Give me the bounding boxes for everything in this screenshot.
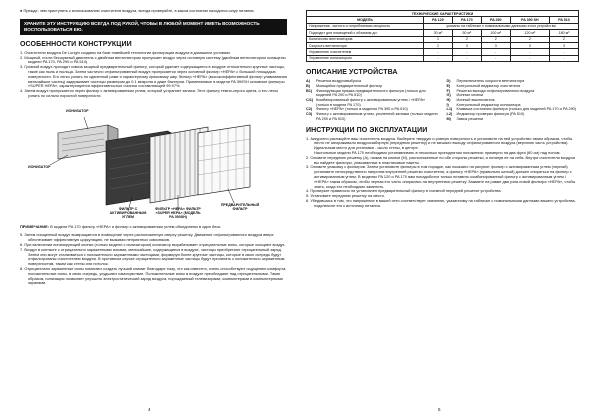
- table-cell: Управление очистителем: [307, 49, 424, 55]
- parts-column-left: [306, 79, 439, 121]
- list-item: 5. Установите переднюю решетку на место.: [306, 193, 385, 199]
- part-label: Фильтр с активированным углем, усиленной затяжки (только модели PA 290 и PA 510): [316, 112, 438, 121]
- list-item: [306, 98, 439, 107]
- table-cell: -: [510, 55, 549, 61]
- table-row: [307, 55, 579, 61]
- part-key: A): [306, 79, 311, 84]
- table-cell: 3: [550, 43, 579, 49]
- ionizer-label-left: ИОНИЗАТОР: [28, 164, 51, 169]
- note-label: ПРИМЕЧАНИЕ:: [20, 223, 50, 229]
- table-cell: 3: [481, 43, 510, 49]
- table-header-cell: PA 510: [550, 17, 579, 23]
- part-label: Переключатель скорости вентилятора: [456, 79, 525, 84]
- part-key: D): [446, 79, 451, 84]
- part-key: F): [446, 88, 451, 93]
- table-header-cell: PA 390 SH: [510, 17, 549, 23]
- table-cell: 1: [424, 36, 453, 42]
- list-item: Настольные модели PA 170 необходимо устанавливать в несколько приподнятом положении: примерно на два фута (60 см) над полом.: [314, 149, 561, 155]
- part-key: L2): [446, 112, 453, 117]
- part-label: Замок решетки: [456, 116, 484, 121]
- table-cell: -: [481, 55, 510, 61]
- table-cell: Напряжение, частота и потребляемая мощность: [307, 23, 424, 29]
- table-cell: 2: [550, 36, 579, 42]
- part-label: Фиксирующая пряжка предварительного фильтра (только для моделей PA 290 и PA 510): [316, 88, 426, 98]
- part-label: Контрольный индикатор ионизатора: [456, 102, 521, 107]
- part-key: C2): [306, 107, 313, 112]
- table-cell: 3: [452, 43, 481, 49]
- table-cell: -: [481, 49, 510, 55]
- part-label: Ионный выключатель: [456, 98, 495, 103]
- list-item: 4. Проверьте правильно ли установлен предварительный фильтр в съемной передней решетке устройства.: [306, 188, 502, 194]
- part-key: E): [446, 83, 451, 88]
- table-cell: -: [424, 55, 453, 61]
- hepa-filter-label: ФИЛЬТР «HEPA» ФИЛЬТР «SUPER HEPA» (МОДЕЛЬ PA 390SH): [155, 206, 201, 220]
- table-cell: 2: [510, 36, 549, 42]
- bullet-icon: ●: [20, 8, 24, 13]
- table-cell: Количество вентиляторов: [307, 36, 424, 42]
- list-item: 7. Воздух в контакте с отрицательно заряженными ионами, мельчайшие, содержащиеся в воздухе, частицы приобретают отрицательный заряд. Затем они могут сталкиваться с положительно заряженными частицами, формируя более крупные частицы, которые в свою очередь будут отфильтрованы очистителем воздуха. В противном случае отрицательно заряженные частицы будут прилипать к положительно заряженным поверхностям, таким как стены или потолок.: [20, 246, 285, 267]
- table-cell: 2: [424, 43, 453, 49]
- parts-column-right: [447, 79, 580, 121]
- part-key: L1): [446, 107, 453, 112]
- prefilter-drawing: [198, 125, 250, 195]
- features-list-continued: [20, 233, 287, 286]
- note-text: В модели PA 170 фильтр «HEPA» и фильтр с активированным углем объединены в один блок.: [50, 223, 222, 229]
- table-cell: 3: [510, 43, 549, 49]
- page-number: 4: [148, 407, 151, 412]
- table-cell: 180 м³: [550, 30, 579, 36]
- table-cell: 2: [481, 36, 510, 42]
- part-key: C3): [306, 112, 313, 117]
- part-label: Моющийся предварительный фильтр: [316, 83, 383, 88]
- table-header-cell: МОДЕЛЬ: [307, 17, 424, 23]
- table-cell: -: [452, 55, 481, 61]
- part-key: I): [446, 102, 449, 107]
- table-cell: Управление ионизатором: [307, 55, 424, 61]
- list-item: 1. Очистители воздуха De Longhi созданы на базе новейшей технологии фильтрации воздуха в домашних условиях.: [20, 49, 232, 55]
- part-label: Контрольный индикатор очистителя: [456, 83, 521, 88]
- list-item: 5. Затем очищенный воздух возвращается в помещение через расположенную сверху решетку. Движение отфильтрованного воздуха вверх обеспечивает эффективную циркуляцию, не вызывая неприятных сквозняков.: [20, 232, 274, 243]
- filters-illustration: [28, 103, 268, 221]
- parts-list: [306, 79, 579, 121]
- page-number: 5: [438, 407, 441, 412]
- part-key: H): [446, 98, 451, 103]
- list-item: 1. Аккуратно распакуйте ваш очиститель воздуха. Выберите твердую и ровную поверхность и установите на ней устройство таким образом, чтобы ничто не загораживало воздухозаборную (переднюю решетку) и не мешало выходу отфильтрованного воздуха (верхнюю часть устройства). Идеальным место для установки - около стены, в центре.: [306, 135, 573, 151]
- table-cell: Скорость вентилятора: [307, 43, 424, 49]
- list-item: 6. Убедившись в том, что напряжение в вашей сети соответствует значению, указанному на табличке с номинальными данными вашего устройства, подключите его к источнику питания.: [306, 197, 576, 208]
- features-heading: ОСОБЕННОСТИ КОНСТРУКЦИИ: [20, 40, 132, 48]
- list-item: 2. Мощный, почти бесшумный двигатель с двойным вентилятором пропускает воздух через основную систему (двойным вентилятором оснащены модели PA 170, PA 290 и PA 510).: [20, 54, 286, 65]
- part-label: Клавиша состояния фильтра (только для моделей PA 170 и PA 290): [456, 107, 577, 112]
- part-label: Индикатор проверки фильтра (PA 510): [456, 112, 525, 117]
- table-cell: 100 м³: [481, 30, 510, 36]
- table-cell: -: [452, 49, 481, 55]
- part-key: C/1): [306, 98, 314, 103]
- part-label: Комбинированный фильтр с активированным углем / «HEPA» (только в модели PA 170): [316, 98, 426, 107]
- prefilter-label: ПРЕДВАРИТЕЛЬНЫЙ ФИЛЬТР: [220, 202, 260, 212]
- left-page: [0, 0, 297, 420]
- list-item: 8. Отрицательно заряженные ионы помогают создать лучший климат благодаря тому, что как известно, очень способствуют ощущению комфорта, положительные ионы, в свою очередь, ухудшают самочувствие. Положительные ионы в воздухе преобладают над отрицательными. Такие образом, ионизация позволяет улучшить электростатический заряд воздуха, порождаемый телевизорами, компьютерами и компьютерными экранами.: [20, 266, 287, 286]
- list-item: 2. Снимите переднюю решетку (А), нажав на кнопки (M), расположенные по обе стороны решетки, и потянув ее на себя. Внутри очистителя воздуха вы найдете фильтры, упакованные в пластиковые пакеты.: [306, 154, 575, 165]
- carbon-filter-label: ФИЛЬТР С АКТИВИРОВАННЫМ УГЛЕМ: [109, 206, 147, 220]
- list-item: 4. Затем воздух пропускается через фильтр с активированным углем, который устраняет запахи. Этот фильтр темно-серого цвета, и его легко узнать по сильно пористой поверхности.: [20, 88, 279, 98]
- table-cell: 30 м³: [424, 30, 453, 36]
- table-cell: 50 м³: [452, 30, 481, 36]
- part-label: Фильтр «HEPA» (только в моделях PA 390 и PA 510): [316, 107, 408, 112]
- specs-table: [306, 10, 579, 62]
- table-header-cell: PA 120: [424, 17, 453, 23]
- table-cell: -: [550, 49, 579, 55]
- warning-banner: ХРАНИТЕ ЭТУ ИНСТРУКЦИЮ ВСЕГДА ПОД РУКОЙ, ЧТОБЫ В ЛЮБОЙ МОМЕНТ ИМЕТЬ ВОЗМОЖНОСТЬ ВОСПОЛЬЗОВАТЬСЯ ЕЮ.: [20, 19, 287, 35]
- list-item: 6. При включении ионизирующей кнопки (только модели с ионизатором) ионизатор вырабатывает отрицательные ионы, которые очищают воздух.: [20, 242, 286, 248]
- part-key: M): [446, 116, 451, 121]
- table-cell: -: [550, 55, 579, 61]
- intro-text: ● Прежде, чем приступить к использованию очистителя воздуха, всегда проверяйте, в каком состоянии находится шнур питания.: [20, 8, 255, 13]
- list-item: [306, 112, 439, 121]
- usage-list: [306, 137, 579, 209]
- table-cell: -: [510, 49, 549, 55]
- table-header-cell: PA 290: [481, 17, 510, 23]
- right-page: [298, 0, 595, 420]
- features-list: [20, 51, 287, 99]
- parts-heading: ОПИСАНИЕ УСТРОЙСТВА: [306, 69, 398, 77]
- usage-heading: ИНСТРУКЦИИ ПО ЭКСПЛУАТАЦИИ: [306, 126, 428, 134]
- list-item: [447, 117, 580, 122]
- list-item: 3. Грязный воздух проходит сквозь мощный предварительный фильтр, который удаляет содержащиеся в воздухе относительно крупные частицы, такие как пыль и пыльца. Затем частично отфильтрованный воздух пропускается через основной фильтр «HEPA» с большой площадью поверхности. Его легко узнать по сдвоенной раме и характерному крюковому шву. Фильтр «HEPA» (высокоэффективный фильтр улавливания мельчайших частиц) задерживает частицы размером до 0.1 микрона и даже бактерии. Применяемые в модели PA 390SH основные фильтры «SUPER HEPA», характеризуются эффективностью очистки составляющей 99.97%.: [20, 64, 287, 89]
- table-cell: 120 м³: [510, 30, 549, 36]
- list-item: [306, 89, 439, 98]
- part-key: G): [446, 93, 451, 98]
- table-cell: указаны на табличке с номинальными данными этого устройства: [424, 23, 579, 29]
- note: [20, 225, 287, 230]
- part-key: B): [306, 83, 311, 88]
- table-header-cell: PA 170: [452, 17, 481, 23]
- part-label: Решетка воздуховыброса: [316, 79, 362, 84]
- part-label: Решетка выхода отфильтрованного воздуха: [456, 88, 535, 93]
- table-cell: Подходит для помещений с объемом до:: [307, 30, 424, 36]
- list-item: 3. Снимите упаковку с фильтров. Затем установите фильтры в том порядке, как показано на рисунке: фильтр с активированным углем (черный) установите непосредственно напротив внутренней решетки очистителя, а фильтр «HEPA» (правильно шитый) должен опираться на фильтр с активированным углем. В моделях PA 120 и PA 170 вам понадобится только вставить комбинированный фильтр с активированным углем / «HEPA» таким образом, чтобы черная его часть опиралась на внутреннюю решетку. Зажмите на рамке два узла новой фильтра «HEPA», чтобы знать, когда его необходимо заменить.: [306, 164, 576, 189]
- part-key: B1): [306, 88, 313, 93]
- table-cell: -: [424, 49, 453, 55]
- specs-table-title: ТЕХНИЧЕСКИЕ ХАРАКТЕРИСТИКИ: [307, 11, 579, 17]
- part-label: Ионные кнопки: [456, 93, 484, 98]
- table-cell: 2: [452, 36, 481, 42]
- ionizer-label-top: ИОНИЗАТОР: [66, 108, 89, 113]
